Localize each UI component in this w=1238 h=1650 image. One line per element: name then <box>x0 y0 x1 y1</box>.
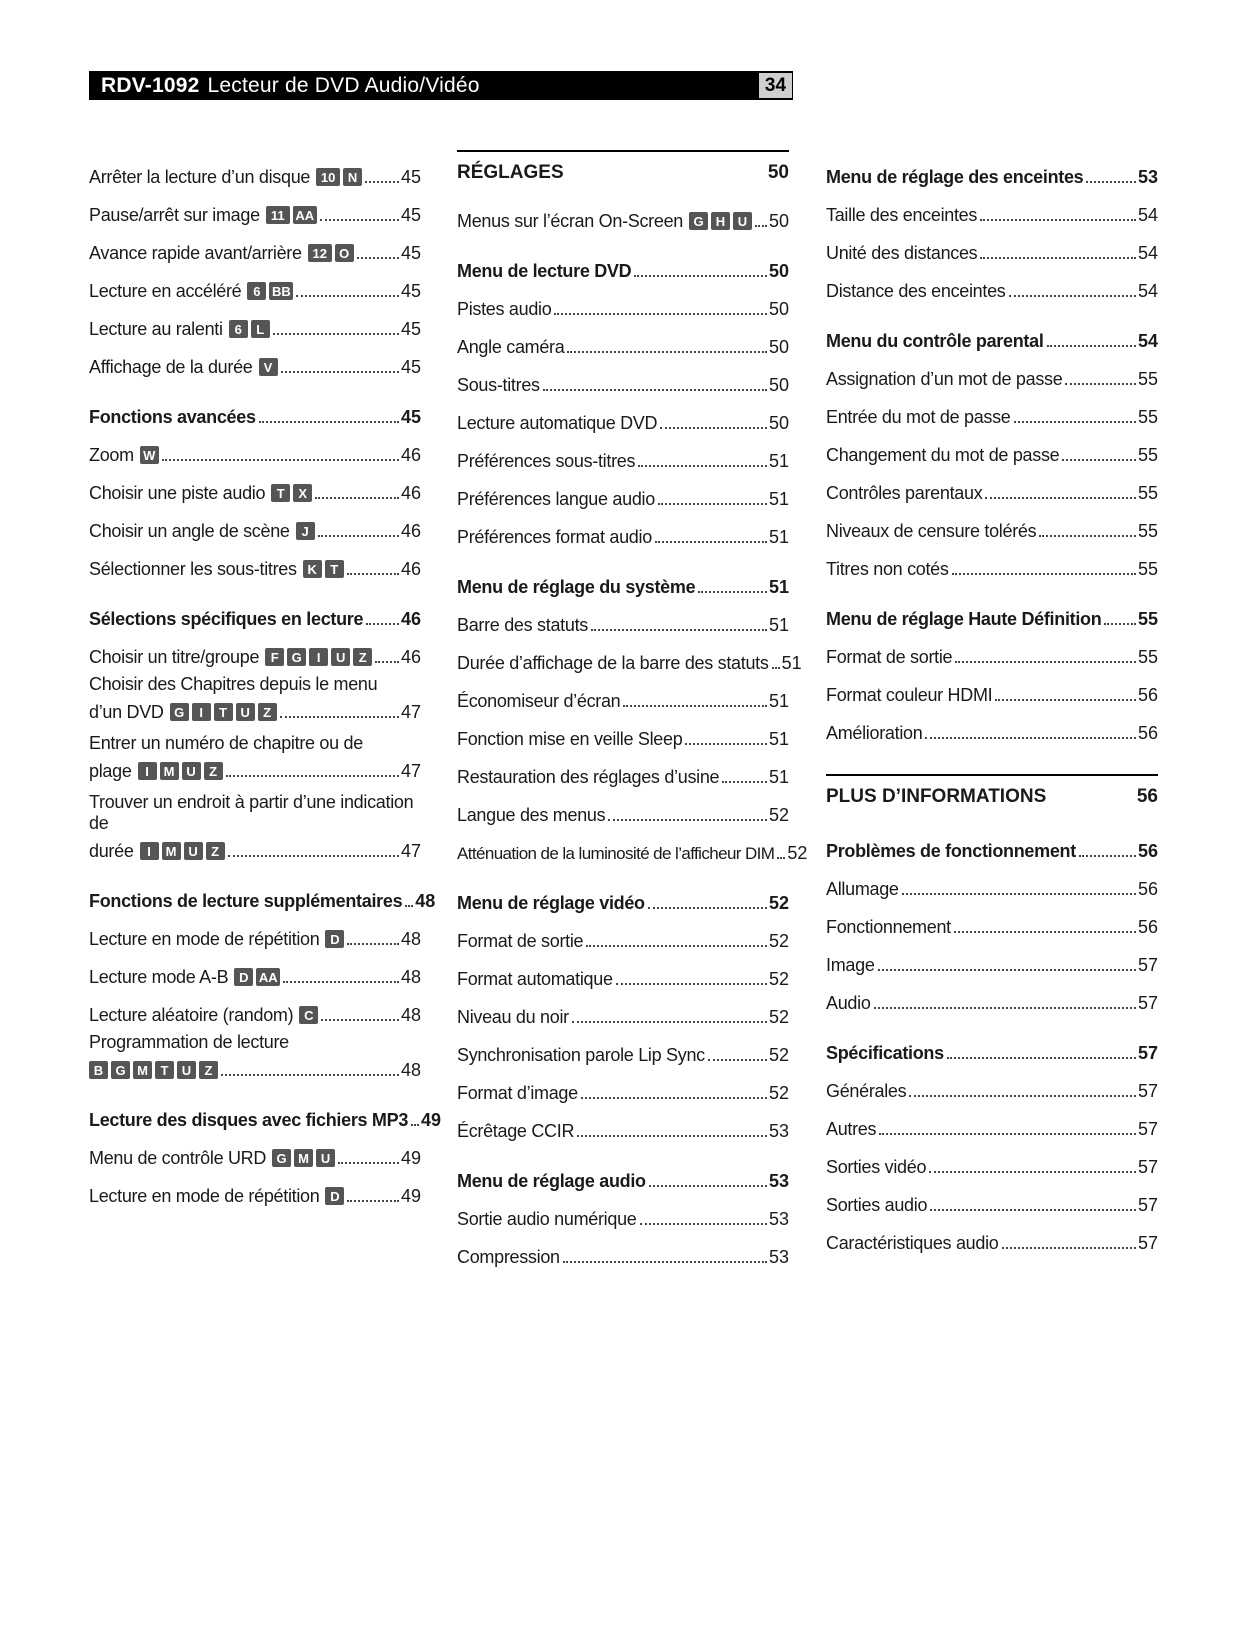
toc-column-3 <box>826 150 1158 1254</box>
toc-entry[interactable]: Restauration des réglages d’usine 51 <box>457 767 789 787</box>
toc-entry[interactable]: Titres non cotés 55 <box>826 559 1158 579</box>
button-keys: W <box>140 446 159 464</box>
page-number: 34 <box>759 73 792 98</box>
button-keys: J <box>296 522 315 540</box>
toc-entry[interactable]: Sorties vidéo 57 <box>826 1157 1158 1177</box>
toc-entry[interactable]: Langue des menus 52 <box>457 805 789 825</box>
toc-entry[interactable]: Durée d’affichage de la barre des statuts 51 <box>457 653 802 673</box>
toc-entry[interactable]: Zoom W 46 <box>89 445 421 465</box>
toc-entry[interactable]: Synchronisation parole Lip Sync 52 <box>457 1045 789 1065</box>
toc-column-1 <box>89 150 442 1207</box>
button-keys: B G M T U Z <box>89 1061 218 1079</box>
toc-heading[interactable]: Spécifications 57 <box>826 1043 1158 1063</box>
button-keys: 11 AA <box>266 206 317 224</box>
toc-entry[interactable]: Lecture aléatoire (random) C 48 <box>89 1005 421 1025</box>
toc-entry[interactable]: Fonctionnement 56 <box>826 917 1158 937</box>
toc-entry[interactable]: Sélectionner les sous-titres K T 46 <box>89 559 421 579</box>
toc-entry[interactable]: Changement du mot de passe 55 <box>826 445 1158 465</box>
toc-entry[interactable]: Fonction mise en veille Sleep 51 <box>457 729 789 749</box>
toc-entry[interactable]: Choisir des Chapitres depuis le menu d’un DVD G I T U Z 47 <box>89 674 421 722</box>
model-name: RDV-1092 <box>101 73 200 97</box>
toc-entry[interactable]: Lecture au ralenti 6 L 45 <box>89 319 421 339</box>
toc-heading[interactable]: Menu de réglage des enceintes 53 <box>826 167 1158 187</box>
toc-entry[interactable]: Audio 57 <box>826 993 1158 1013</box>
toc-entry[interactable]: Assignation d’un mot de passe 55 <box>826 369 1158 389</box>
toc-heading[interactable]: Menu de réglage Haute Définition 55 <box>826 609 1158 629</box>
toc-entry[interactable]: Pause/arrêt sur image 11 AA 45 <box>89 205 421 225</box>
toc-entry[interactable]: Format de sortie 55 <box>826 647 1158 667</box>
page-header <box>89 71 793 100</box>
toc-entry[interactable]: Trouver un endroit à partir d’une indication de durée I M U Z 47 <box>89 792 421 861</box>
toc-entry[interactable]: Lecture automatique DVD 50 <box>457 413 789 433</box>
header-title: Lecteur de DVD Audio/Vidéo <box>207 73 480 97</box>
toc-heading[interactable]: Menu de réglage du système 51 <box>457 577 789 597</box>
button-keys: 12 O <box>308 244 354 262</box>
button-keys: I M U Z <box>138 762 223 780</box>
toc-entry[interactable]: Compression 53 <box>457 1247 789 1267</box>
toc-heading[interactable]: Fonctions avancées 45 <box>89 407 421 427</box>
toc-entry[interactable]: Angle caméra 50 <box>457 337 789 357</box>
button-keys: G I T U Z <box>170 703 277 721</box>
toc-entry[interactable]: Autres 57 <box>826 1119 1158 1139</box>
toc-entry[interactable]: Choisir une piste audio T X 46 <box>89 483 421 503</box>
toc-entry[interactable]: Entrer un numéro de chapitre ou de plage I M U Z 47 <box>89 733 421 781</box>
toc-entry[interactable]: Préférences langue audio 51 <box>457 489 789 509</box>
toc-entry[interactable]: Préférences format audio 51 <box>457 527 789 547</box>
toc-entry[interactable]: Distance des enceintes 54 <box>826 281 1158 301</box>
toc-entry[interactable]: Menu de contrôle URD G M U 49 <box>89 1148 421 1168</box>
toc-entry[interactable]: Sous-titres 50 <box>457 375 789 395</box>
toc-entry[interactable]: Niveau du noir 52 <box>457 1007 789 1027</box>
toc-entry[interactable]: Contrôles parentaux 55 <box>826 483 1158 503</box>
toc-entry[interactable]: Format automatique 52 <box>457 969 789 989</box>
toc-entry[interactable]: Préférences sous-titres 51 <box>457 451 789 471</box>
button-keys: F G I U Z <box>265 648 372 666</box>
toc-entry[interactable]: Avance rapide avant/arrière 12 O 45 <box>89 243 421 263</box>
button-keys: D <box>325 1187 344 1205</box>
toc-entry[interactable]: Niveaux de censure tolérés 55 <box>826 521 1158 541</box>
toc-entry[interactable]: Image 57 <box>826 955 1158 975</box>
button-keys: C <box>299 1006 318 1024</box>
toc-heading[interactable]: Fonctions de lecture supplémentaires 48 <box>89 891 436 911</box>
button-keys: 6 BB <box>247 282 293 300</box>
toc-entry[interactable]: Choisir un angle de scène J 46 <box>89 521 421 541</box>
toc-entry[interactable]: Format de sortie 52 <box>457 931 789 951</box>
toc-entry[interactable]: Taille des enceintes 54 <box>826 205 1158 225</box>
section-heading[interactable]: PLUS D’INFORMATIONS 56 <box>826 774 1158 818</box>
toc-entry[interactable]: Barre des statuts 51 <box>457 615 789 635</box>
toc-entry[interactable]: Choisir un titre/groupe F G I U Z 46 <box>89 647 421 667</box>
toc-entry[interactable]: Lecture mode A-B D AA 48 <box>89 967 421 987</box>
toc-entry[interactable]: Sorties audio 57 <box>826 1195 1158 1215</box>
button-keys: V <box>259 358 278 376</box>
toc-heading[interactable]: Sélections spécifiques en lecture 46 <box>89 609 421 629</box>
button-keys: T X <box>271 484 312 502</box>
toc-entry[interactable]: Unité des distances 54 <box>826 243 1158 263</box>
toc-entry[interactable]: Lecture en mode de répétition D 49 <box>89 1186 421 1206</box>
toc-entry[interactable]: Allumage 56 <box>826 879 1158 899</box>
toc-heading[interactable]: Menu de réglage vidéo 52 <box>457 893 789 913</box>
toc-heading[interactable]: Problèmes de fonctionnement 56 <box>826 841 1158 861</box>
toc-column-2 <box>457 150 808 1268</box>
toc-entry[interactable]: Format d’image 52 <box>457 1083 789 1103</box>
toc-entry[interactable]: Format couleur HDMI 56 <box>826 685 1158 705</box>
toc-heading[interactable]: Menu de lecture DVD 50 <box>457 261 789 281</box>
toc-entry[interactable]: Affichage de la durée V 45 <box>89 357 421 377</box>
toc-entry[interactable]: Lecture en accéléré 6 BB 45 <box>89 281 421 301</box>
toc-entry[interactable]: Entrée du mot de passe 55 <box>826 407 1158 427</box>
toc-entry[interactable]: Lecture en mode de répétition D 48 <box>89 929 421 949</box>
button-keys: G H U <box>689 212 752 230</box>
toc-entry[interactable]: Caractéristiques audio 57 <box>826 1233 1158 1253</box>
toc-entry[interactable]: Atténuation de la luminosité de l’afficheur DIM 52 <box>457 843 808 863</box>
toc-entry[interactable]: Programmation de lecture B G M T U Z 48 <box>89 1032 421 1080</box>
toc-entry[interactable]: Écrêtage CCIR 53 <box>457 1121 789 1141</box>
toc-entry[interactable]: Menus sur l’écran On-Screen G H U 50 <box>457 211 789 231</box>
toc-entry[interactable]: Générales 57 <box>826 1081 1158 1101</box>
toc-heading[interactable]: Menu du contrôle parental 54 <box>826 331 1158 351</box>
button-keys: G M U <box>272 1149 335 1167</box>
toc-heading[interactable]: Lecture des disques avec fichiers MP3 49 <box>89 1110 442 1130</box>
toc-heading[interactable]: Menu de réglage audio 53 <box>457 1171 789 1191</box>
button-keys: D <box>325 930 344 948</box>
toc-entry[interactable]: Amélioration 56 <box>826 723 1158 743</box>
button-keys: 6 L <box>229 320 270 338</box>
button-keys: I M U Z <box>140 842 225 860</box>
toc-entry[interactable]: Économiseur d’écran 51 <box>457 691 789 711</box>
toc-entry[interactable]: Sortie audio numérique 53 <box>457 1209 789 1229</box>
toc-entry[interactable]: Pistes audio 50 <box>457 299 789 319</box>
button-keys: 10 N <box>316 168 362 186</box>
section-heading[interactable]: RÉGLAGES 50 <box>457 150 789 194</box>
button-keys: D AA <box>234 968 280 986</box>
button-keys: K T <box>303 560 344 578</box>
toc-entry[interactable]: Arrêter la lecture d’un disque 10 N 45 <box>89 167 421 187</box>
